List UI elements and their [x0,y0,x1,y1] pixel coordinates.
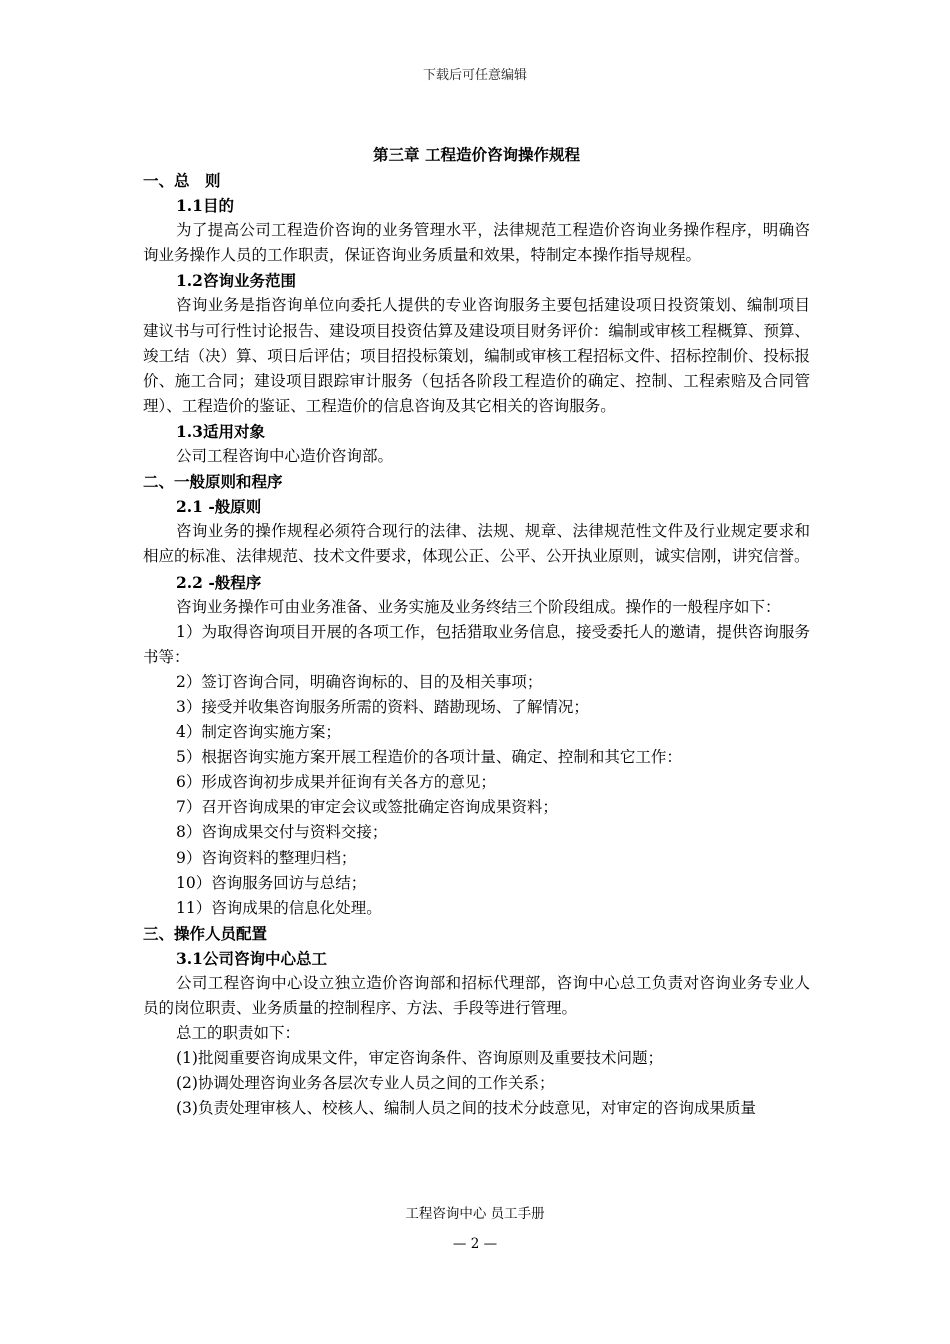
duty-item: (1)批阅重要咨询成果文件，审定咨询条件、咨询原则及重要技术问题； [176,1049,663,1068]
chapter-title: 第三章 工程造价咨询操作规程 [373,145,580,164]
list-item: 6）形成咨询初步成果并征询有关各方的意见； [176,773,496,792]
list-item: 8）咨询成果交付与资料交接； [176,823,388,842]
section-heading-2: 二、一般原则和程序 [143,472,283,492]
document-body [143,142,810,1122]
duty-item: (3)负责处理审核人、校核人、编制人员之间的技术分歧意见，对审定的咨询成果质量 [176,1099,756,1118]
subsection-heading-1-3: 1.3适用对象 [176,421,265,441]
list-item: 2）签订咨询合同，明确咨询标的、目的及相关事项； [176,672,543,691]
list-item: 5）根据咨询实施方案开展工程造价的各项计量、确定、控制和其它工作： [176,748,682,767]
section-heading-3: 三、操作人员配置 [143,923,268,943]
paragraph-3-1: 公司工程咨询中心设立独立造价咨询部和招标代理部，咨询中心总工负责对咨询业务专业人员的岗位职责、业务质量的控制程序、方法、手段等进行管理。 [143,974,810,1018]
subsection-heading-3-1: 3.1公司咨询中心总工 [176,948,327,968]
list-item: 4）制定咨询实施方案； [176,723,341,742]
page-footer: 工程咨询中心 员工手册 [405,1206,545,1222]
list-item: 10）咨询服务回访与总结； [176,873,367,892]
subsection-heading-1-1: 1.1目的 [176,196,234,216]
list-item: 9）咨询资料的整理归档； [176,848,357,867]
list-item: 7）召开咨询成果的审定会议或签批确定咨询成果资料； [176,798,558,817]
paragraph-3-2: 总工的职责如下： [176,1024,301,1043]
paragraph-2-1: 咨询业务的操作规程必须符合现行的法律、法规、规章、法律规范性文件及行业规定要求和相应的标准、法律规范、技术文件要求，体现公正、公平、公开执业原则，诚实信刚，讲究信誉。 [143,522,810,566]
duty-item: (2)协调处理咨询业务各层次专业人员之间的工作关系； [176,1074,555,1093]
subsection-heading-2-2: 2.2 -般程序 [176,572,262,592]
list-item: 3）接受并收集咨询服务所需的资料、踏勘现场、了解情况； [176,697,589,716]
section-heading-1: 一、总 则 [143,171,221,190]
page-number: — 2 — [452,1236,498,1252]
list-item: 11）咨询成果的信息化处理。 [176,898,382,917]
paragraph-1-2: 咨询业务是指咨询单位向委托人提供的专业咨询服务主要包括建设项日投资策划、编制项目建议书与可行性讨论报告、建设项目投资估算及建设项目财务评价：编制或审核工程概算、预算、竣工结（决）算、项日后评估；项目招投标策划，编制或审核工程招标文件、招标控制价、投标报价、施工合同；建设项目跟踪审计服务（包括各阶段工程造价的确定、控制、工程索赔及合同管理）、工程造价的鉴证、工程造价的信息咨询及其它相关的咨询服务。 [143,296,810,415]
paragraph-1-3: 公司工程咨询中心造价咨询部。 [176,447,394,466]
subsection-heading-1-2: 1.2咨询业务范围 [176,271,296,291]
list-item: 1）为取得咨询项目开展的各项工作，包括猎取业务信息，接受委托人的邀请，提供咨询服务书等： [143,622,810,666]
paragraph-2-2: 咨询业务操作可由业务准备、业务实施及业务终结三个阶段组成。操作的一般程序如下： [176,597,781,616]
subsection-heading-2-1: 2.1 -般原则 [176,497,262,517]
paragraph-1-1: 为了提高公司工程造价咨询的业务管理水平，法律规范工程造价咨询业务操作程序，明确咨询业务操作人员的工作职责，保证咨询业务质量和效果，特制定本操作指导规程。 [143,221,810,265]
page-header: 下载后可任意编辑 [422,68,527,83]
